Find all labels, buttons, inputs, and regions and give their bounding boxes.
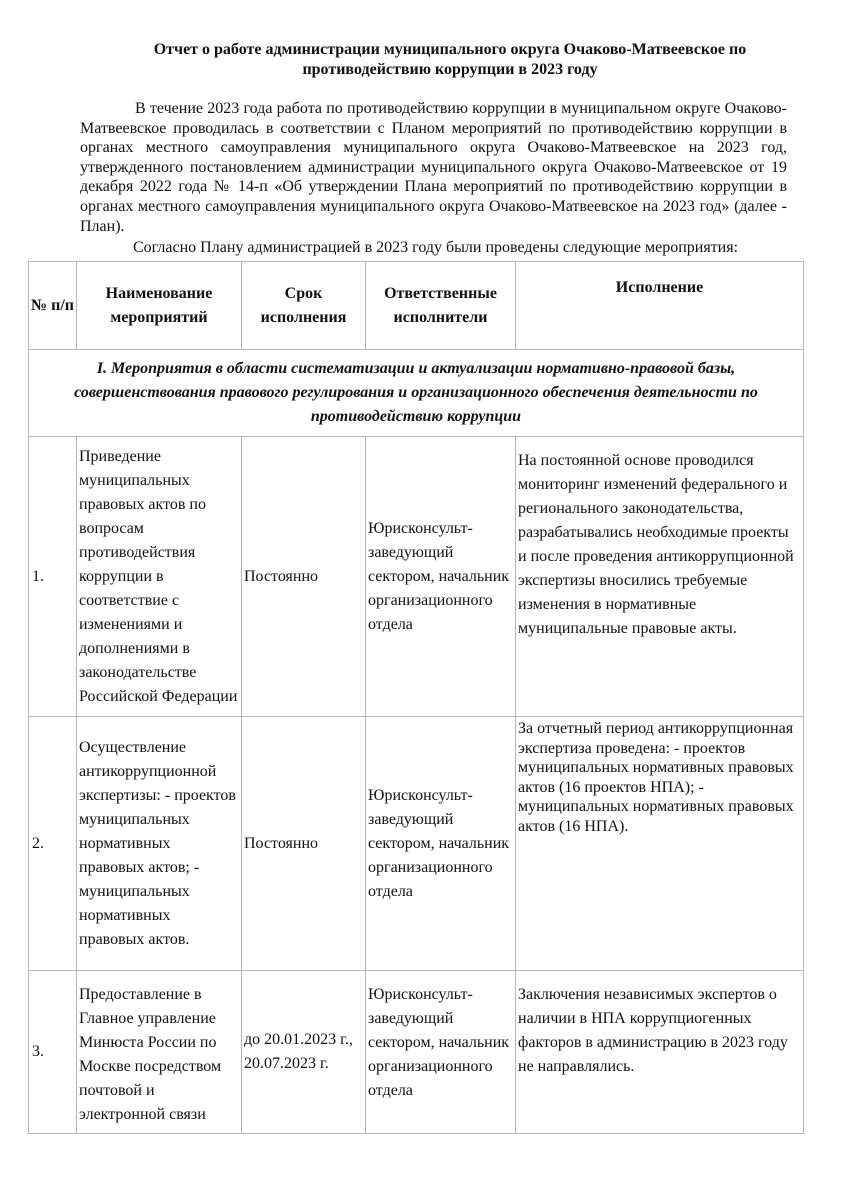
row-name: Приведение муниципальных правовых актов по вопросам противодействия коррупции в соответствие с изменениями и дополнениями в законодательстве Российской Федерации xyxy=(77,437,242,717)
row-name: Осуществление антикоррупционной экспертизы: - проектов муниципальных нормативных правовых актов; - муниципальных нормативных правовых актов. xyxy=(77,717,242,971)
measures-table xyxy=(28,261,804,1134)
row-name: Предоставление в Главное управление Минюста России по Москве посредством почтовой и электронной связи xyxy=(77,971,242,1134)
section-title: I. Мероприятия в области систематизации и актуализации нормативно-правовой базы, совершенствования правового регулирования и организационного обеспечения деятельности по противодействию коррупции xyxy=(29,350,804,437)
table-row xyxy=(29,717,804,971)
header-num: № п/п xyxy=(29,262,77,350)
row-num: 2. xyxy=(29,717,77,971)
section-row xyxy=(29,350,804,437)
lead-paragraph: Согласно Плану администрацией в 2023 году были проведены следующие мероприятия: xyxy=(133,239,739,256)
row-term: Постоянно xyxy=(242,437,366,717)
header-name: Наименование мероприятий xyxy=(77,262,242,350)
table-row xyxy=(29,437,804,717)
report-title-line2: противодействию коррупции в 2023 году xyxy=(302,61,598,78)
row-exec: На постоянной основе проводился мониторинг изменений федерального и регионального законодательства, разрабатывались необходимые проекты и после проведения антикоррупционной экспертизы вносились требуемые изменения в нормативные муниципальные правовые акты. xyxy=(516,437,804,717)
row-exec: Заключения независимых экспертов о наличии в НПА коррупциогенных факторов в администрацию в 2023 году не направлялись. xyxy=(516,971,804,1134)
row-num: 3. xyxy=(29,971,77,1134)
header-exec: Исполнение xyxy=(516,262,804,350)
row-resp: Юрисконсульт-заведующий сектором, начальник организационного отдела xyxy=(366,971,516,1134)
row-term: до 20.01.2023 г., 20.07.2023 г. xyxy=(242,971,366,1134)
row-exec: За отчетный период антикоррупционная экспертиза проведена: - проектов муниципальных нормативных правовых актов (16 проектов НПА); - муниципальных нормативных правовых актов (16 НПА). xyxy=(516,717,804,971)
row-num: 1. xyxy=(29,437,77,717)
table-header-row xyxy=(29,262,804,350)
row-resp: Юрисконсульт-заведующий сектором, начальник организационного отдела xyxy=(366,717,516,971)
header-term: Срок исполнения xyxy=(242,262,366,350)
header-resp: Ответственные исполнители xyxy=(366,262,516,350)
intro-paragraph: В течение 2023 года работа по противодействию коррупции в муниципальном округе Очаково-Матвеевское проводилась в соответствии с Планом мероприятий по противодействию коррупции в органах местного самоуправления муниципального округа Очаково-Матвеевское на 2023 год, утвержденного постановлением администрации муниципального округа Очаково-Матвеевское от 19 декабря 2022 года № 14-п «Об утверждении Плана мероприятий по противодействию коррупции в органах местного самоуправления муниципального округа Очаково-Матвеевское на 2023 год» (далее - План). xyxy=(80,100,787,235)
table-row xyxy=(29,971,804,1134)
row-term: Постоянно xyxy=(242,717,366,971)
row-resp: Юрисконсульт-заведующий сектором, начальник организационного отдела xyxy=(366,437,516,717)
report-title xyxy=(120,40,780,80)
report-title-line1: Отчет о работе администрации муниципального округа Очаково-Матвеевское по xyxy=(153,41,747,58)
